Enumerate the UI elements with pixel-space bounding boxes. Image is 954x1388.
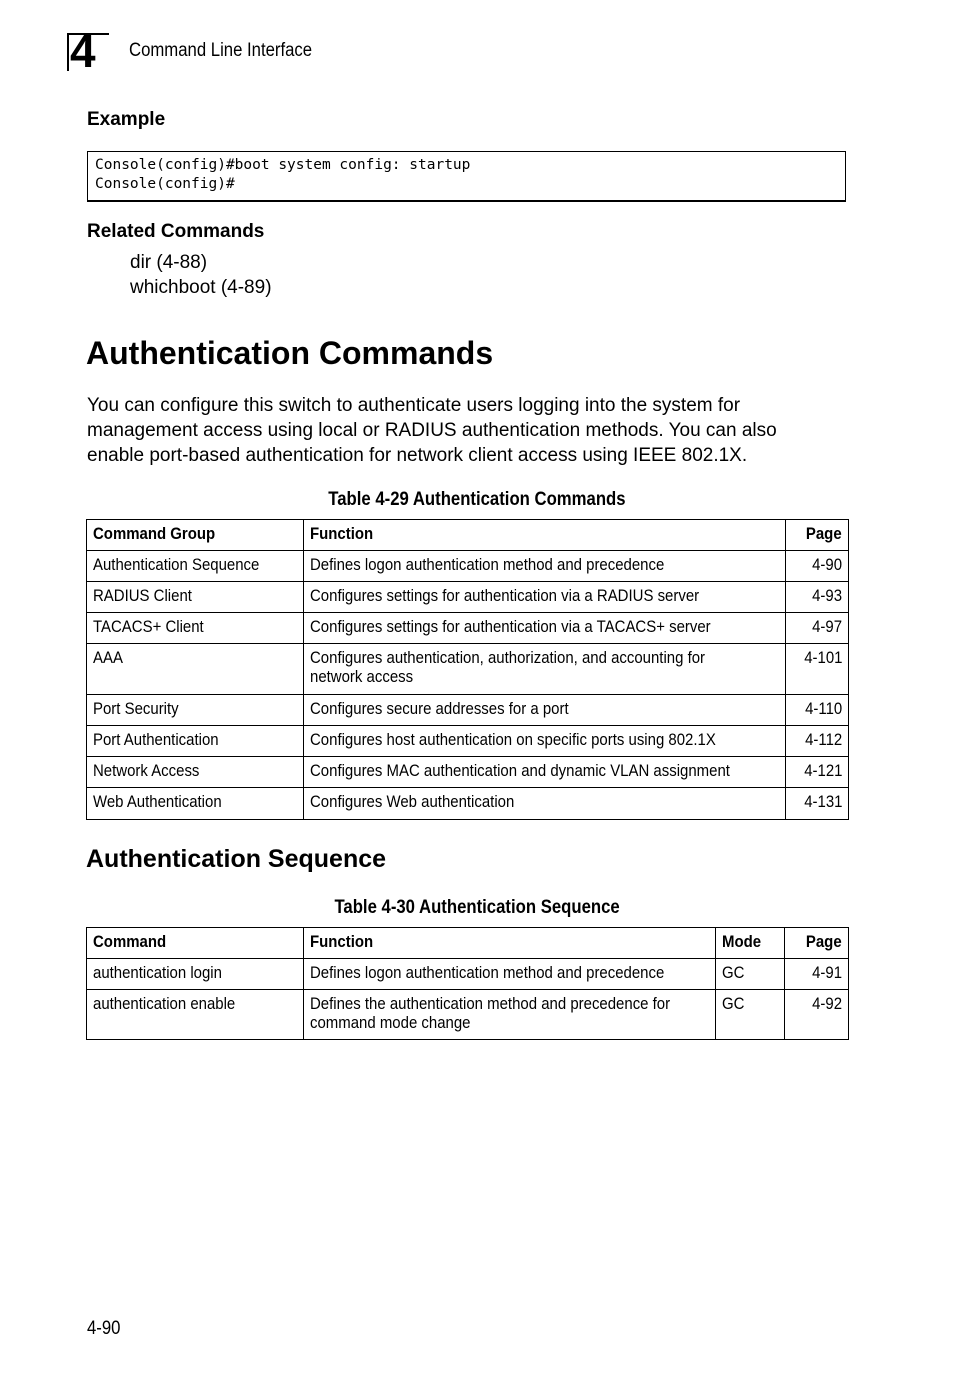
table-row <box>87 613 849 644</box>
table-cell <box>304 788 786 820</box>
section-title: Authentication Commands <box>86 335 494 371</box>
chapter-number: 4 <box>70 25 95 77</box>
cell-text: 4-93 <box>812 586 842 605</box>
table-cell <box>785 990 849 1040</box>
table-cell <box>786 551 849 582</box>
table-caption-text: Table 4-30 Authentication Sequence <box>334 897 620 918</box>
paragraph-line: enable port-based authentication for network client access using IEEE 802.1X. <box>87 445 748 466</box>
cell-text: authentication login <box>93 963 222 982</box>
table-caption <box>0 897 954 919</box>
table-cell <box>716 959 785 990</box>
cell-text: Configures host authentication on specific ports using 802.1X <box>310 730 716 749</box>
related-command-link[interactable]: dir (4-88) <box>130 252 208 273</box>
cell-text: Configures settings for authentication via a RADIUS server <box>310 586 700 605</box>
table-row <box>87 644 849 695</box>
code-line: Console(config)# <box>95 176 235 192</box>
header-text: Command <box>93 932 167 951</box>
table-header-cell <box>716 928 785 959</box>
cell-text: Authentication Sequence <box>93 555 260 574</box>
table-header-cell <box>785 928 849 959</box>
table-header-cell <box>87 928 304 959</box>
table-row <box>87 726 849 757</box>
table-row <box>87 551 849 582</box>
example-heading: Example <box>87 109 166 130</box>
table-cell <box>304 551 786 582</box>
cell-text: 4-92 <box>812 994 842 1013</box>
table-cell <box>87 644 304 695</box>
table-cell <box>786 726 849 757</box>
cell-text: Configures secure addresses for a port <box>310 699 569 718</box>
table-cell <box>304 959 716 990</box>
table-cell <box>87 757 304 788</box>
authentication-sequence-table <box>86 927 849 1040</box>
cell-text: network access <box>310 667 414 686</box>
table-cell <box>87 990 304 1040</box>
header-text: Page <box>806 932 842 951</box>
paragraph-line: management access using local or RADIUS authentication methods. You can also <box>87 420 777 441</box>
table-cell <box>304 644 786 695</box>
table-cell <box>87 788 304 820</box>
table-cell <box>304 695 786 726</box>
table-cell <box>304 726 786 757</box>
table-cell <box>87 695 304 726</box>
table-cell <box>786 644 849 695</box>
header-text: Page <box>806 524 842 543</box>
cell-text: GC <box>722 963 745 982</box>
table-cell <box>87 726 304 757</box>
cell-text: Defines logon authentication method and precedence <box>310 963 665 982</box>
table-cell <box>785 959 849 990</box>
related-command-link[interactable]: whichboot (4-89) <box>130 277 272 298</box>
cell-text: 4-97 <box>812 617 842 636</box>
header-text: Function <box>310 932 374 951</box>
cell-text: TACACS+ Client <box>93 617 204 636</box>
cell-text: Configures settings for authentication via a TACACS+ server <box>310 617 711 636</box>
cell-text: 4-131 <box>803 792 842 811</box>
table-cell <box>304 990 716 1040</box>
cell-text: Defines logon authentication method and precedence <box>310 555 665 574</box>
table-cell <box>304 757 786 788</box>
header-text: Command Group <box>93 524 216 543</box>
page-number <box>87 1318 125 1340</box>
cell-text: authentication enable <box>93 994 236 1013</box>
table-header-cell <box>786 520 849 551</box>
header-text: Function <box>310 524 374 543</box>
cell-text: RADIUS Client <box>93 586 192 605</box>
table-row <box>87 959 849 990</box>
table-cell <box>87 959 304 990</box>
section-intro-paragraph <box>87 393 867 468</box>
table-header-cell <box>304 928 716 959</box>
table-row <box>87 582 849 613</box>
table-cell <box>716 990 785 1040</box>
table-header-cell <box>87 520 304 551</box>
table-row <box>87 757 849 788</box>
table-cell <box>786 613 849 644</box>
header-text: Mode <box>722 932 762 951</box>
table-cell <box>304 613 786 644</box>
running-title: Command Line Interface <box>129 40 313 61</box>
cell-text: Configures Web authentication <box>310 792 515 811</box>
cell-text: Configures MAC authentication and dynamic VLAN assignment <box>310 761 730 780</box>
cell-text: Port Authentication <box>93 730 219 749</box>
table-row <box>87 695 849 726</box>
table-row <box>87 788 849 820</box>
table-cell <box>786 788 849 820</box>
table-cell <box>786 757 849 788</box>
cell-text: Configures authentication, authorization, and accounting for <box>310 648 706 667</box>
cell-text: 4-121 <box>803 761 842 780</box>
subsection-title: Authentication Sequence <box>86 845 387 873</box>
table-cell <box>786 695 849 726</box>
table-header-cell <box>304 520 786 551</box>
paragraph-line: You can configure this switch to authenticate users logging into the system for <box>87 395 741 416</box>
code-example <box>87 151 846 202</box>
page-number-text: 4-90 <box>87 1318 121 1339</box>
code-line: Console(config)#boot system config: startup <box>95 157 471 173</box>
cell-text: 4-110 <box>804 699 842 718</box>
cell-text: Port Security <box>93 699 179 718</box>
table-header-row <box>87 928 849 959</box>
cell-text: GC <box>722 994 745 1013</box>
cell-text: 4-112 <box>804 730 842 749</box>
cell-text: 4-90 <box>812 555 842 574</box>
table-cell <box>87 613 304 644</box>
table-caption-text: Table 4-29 Authentication Commands <box>328 489 626 510</box>
table-caption <box>0 489 954 511</box>
cell-text: 4-91 <box>812 963 842 982</box>
cell-text: Defines the authentication method and precedence for <box>310 994 671 1013</box>
related-commands-heading: Related Commands <box>87 221 265 242</box>
table-header-row <box>87 520 849 551</box>
table-cell <box>87 551 304 582</box>
cell-text: 4-101 <box>803 648 842 667</box>
table-row <box>87 990 849 1040</box>
cell-text: command mode change <box>310 1013 471 1032</box>
table-cell <box>304 582 786 613</box>
table-cell <box>87 582 304 613</box>
table-cell <box>786 582 849 613</box>
authentication-commands-table <box>86 519 849 820</box>
cell-text: AAA <box>93 648 123 667</box>
cell-text: Network Access <box>93 761 200 780</box>
cell-text: Web Authentication <box>93 792 222 811</box>
